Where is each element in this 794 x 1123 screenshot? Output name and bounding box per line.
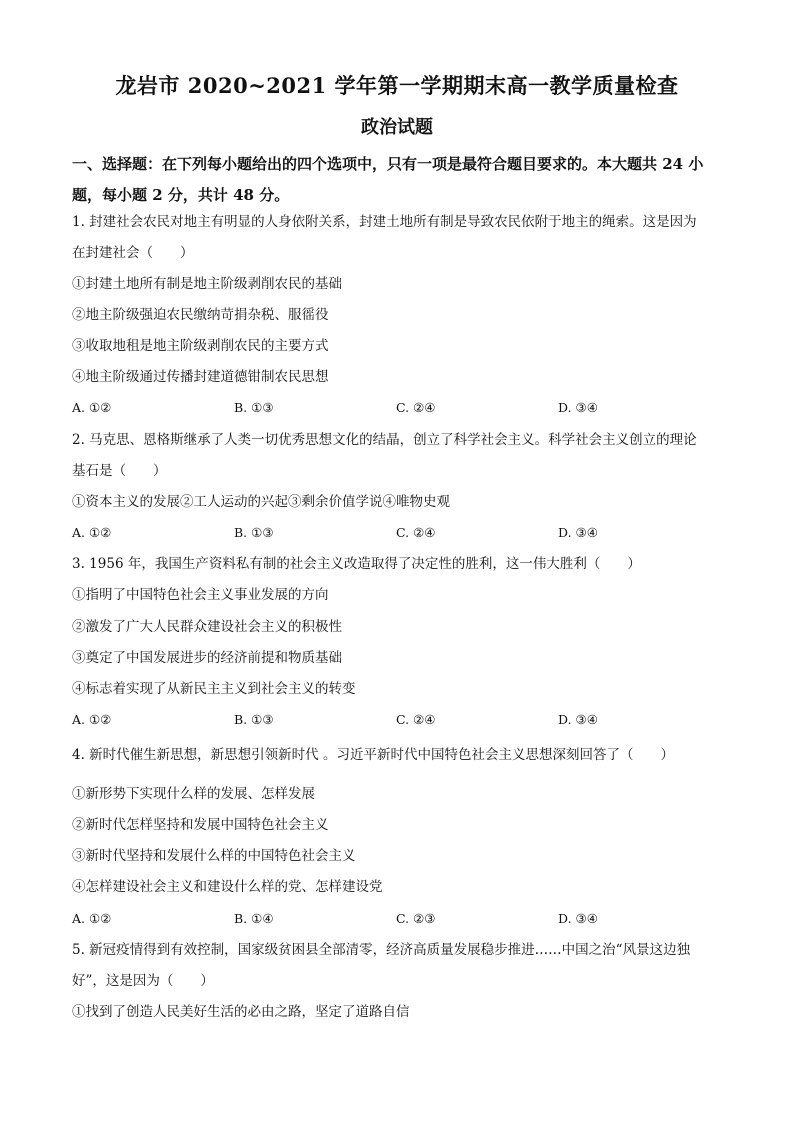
option-c: C. ②④: [396, 400, 436, 415]
question-4-stem-line-1: 4. 新时代催生新思想，新思想引领新时代 。习近平新时代中国特色社会主义思想深刻回答了（ ）: [72, 747, 674, 763]
question-4-item-4: ④怎样建设社会主义和建设什么样的党、怎样建设党: [72, 879, 383, 895]
question-3-item-2: ②激发了广大人民群众建设社会主义的积极性: [72, 619, 342, 635]
page-title: 龙岩市 2020~2021 学年第一学期期末高一教学质量检查: [115, 73, 679, 98]
question-1-stem-line-1: 1. 封建社会农民对地主有明显的人身依附关系，封建土地所有制是导致农民依附于地主的绳索。这是因为: [72, 214, 697, 230]
option-d: D. ③④: [558, 712, 598, 727]
option-b: B. ①③: [234, 400, 274, 415]
option-c: C. ②④: [396, 712, 436, 727]
option-a: A. ①②: [72, 525, 112, 540]
option-b: B. ①④: [234, 911, 274, 926]
question-3-item-3: ③奠定了中国发展进步的经济前提和物质基础: [72, 650, 342, 666]
question-5-item-1: ①找到了创造人民美好生活的必由之路，坚定了道路自信: [72, 1004, 410, 1020]
question-2-stem-line-1: 2. 马克思、恩格斯继承了人类一切优秀思想文化的结晶，创立了科学社会主义。科学社会主义创立的理论: [72, 432, 697, 448]
section-heading: 一、选择题：在下列每小题给出的四个选项中，只有一项是最符合题目要求的。本大题共 24 小题，每小题 2 分，共计 48 分。: [72, 155, 704, 204]
question-4-options: [72, 909, 732, 929]
question-1-item-3: ③收取地租是地主阶级剥削农民的主要方式: [72, 338, 329, 354]
option-a: A. ①②: [72, 911, 112, 926]
question-1-options: [72, 398, 732, 418]
option-c: C. ②④: [396, 525, 436, 540]
option-d: D. ③④: [558, 911, 598, 926]
question-4-item-1: ①新形势下实现什么样的发展、怎样发展: [72, 786, 315, 802]
question-3-item-1: ①指明了中国特色社会主义事业发展的方向: [72, 587, 329, 603]
option-b: B. ①③: [234, 712, 274, 727]
question-5-stem-line-2: 好”，这是因为（ ）: [72, 973, 214, 989]
option-a: A. ①②: [72, 712, 112, 727]
question-1-item-4: ④地主阶级通过传播封建道德钳制农民思想: [72, 369, 329, 385]
question-3-stem-line-1: 3. 1956 年，我国生产资料私有制的社会主义改造取得了决定性的胜利，这一伟大胜利（ ）: [72, 556, 641, 572]
question-1-stem-line-2: 在封建社会（ ）: [72, 245, 194, 261]
question-4-item-2: ②新时代怎样坚持和发展中国特色社会主义: [72, 817, 329, 833]
page-subtitle: 政治试题: [361, 117, 433, 138]
question-1-item-1: ①封建土地所有制是地主阶级剥削农民的基础: [72, 276, 342, 292]
option-a: A. ①②: [72, 400, 112, 415]
option-b: B. ①③: [234, 525, 274, 540]
question-3-item-4: ④标志着实现了从新民主主义到社会主义的转变: [72, 681, 356, 697]
question-2-options: [72, 523, 732, 543]
option-c: C. ②③: [396, 911, 436, 926]
question-2-stem-line-2: 基石是（ ）: [72, 463, 167, 479]
option-d: D. ③④: [558, 400, 598, 415]
option-d: D. ③④: [558, 525, 598, 540]
question-4-item-3: ③新时代坚持和发展什么样的中国特色社会主义: [72, 848, 356, 864]
question-1-item-2: ②地主阶级强迫农民缴纳苛捐杂税、服徭役: [72, 307, 329, 323]
question-3-options: [72, 710, 732, 730]
question-5-stem-line-1: 5. 新冠疫情得到有效控制，国家级贫困县全部清零，经济高质量发展稳步推进……中国之治“风景这边独: [72, 942, 691, 958]
question-2-item-1: ①资本主义的发展②工人运动的兴起③剩余价值学说④唯物史观: [72, 494, 450, 510]
